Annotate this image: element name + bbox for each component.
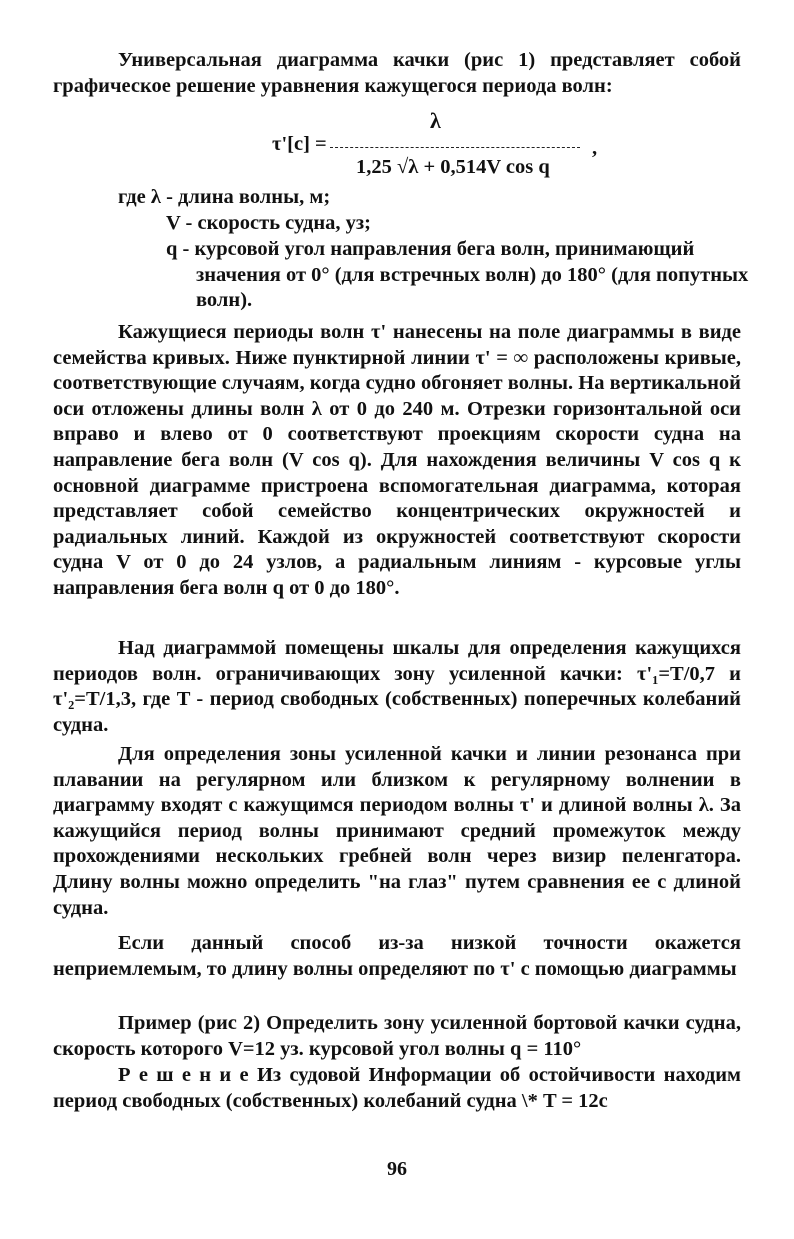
where-v: V - скорость судна, уз; [166,212,371,234]
paragraph-accuracy: Если данный способ из-за низкой точности окажется неприемлемым, то длину волны определяют по τ' с помощью диаграммы [53,932,741,980]
paragraph-solution: Р е ш е н и е Из судовой Информации об остойчивости находим период свободных (собственных) колебаний судна \* T = 12с [53,1064,741,1112]
paragraph-example: Пример (рис 2) Определить зону усиленной бортовой качки судна, скорость которого V=12 уз. курсовой угол волны q = 110° [53,1012,741,1060]
paragraph-curves: Кажущиеся периоды волн τ' нанесены на поле диаграммы в виде семейства кривых. Ниже пунктирной линии τ' = ∞ расположены кривые, соответствующие случаям, когда судно обгоняет волны. На вертикальной оси отложены длины волн λ от 0 до 240 м. Отрезки горизонтальной оси вправо и влево от 0 соответствуют проекциям скорости судна на направление бега волн (V cos q). Для нахождения величины V cos q к основной диаграмме пристроена вспомогательная диаграмма, которая представляет собой семейство концентрических окружностей и радиальных линий. Каждой из окружностей соответствуют скорости судна V от 0 до 24 узлов, а радиальным линиям - курсовые углы направления бега волн q от 0 до 180°. [53,321,741,599]
where-q: q - курсовой угол направления бега волн, принимающий значения от 0° (для встречных волн) до 180° (для попутных волн). [166,238,749,312]
formula-numerator: λ [430,108,441,133]
page-number: 96 [387,1158,407,1180]
formula-denominator: 1,25 √λ + 0,514V cos q [356,156,550,178]
where-lambda: где λ - длина волны, м; [118,186,331,208]
formula-lhs: τ'[c] = [272,133,327,155]
intro-paragraph: Универсальная диаграмма качки (рис 1) представляет собой графическое решение уравнения кажущегося периода волн: [53,49,741,97]
fraction-bar [330,147,580,148]
paragraph-resonance: Для определения зоны усиленной качки и линии резонанса при плавании на регулярном или близком к регулярному волнении в диаграмму входят с кажущимся периодом волны τ' и длиной волны λ. За кажущийся период волны принимают средний промежуток между прохождениями нескольких гребней волн через визир пеленгатора. Длину волны можно определить "на глаз" путем сравнения ее с длиной судна. [53,743,741,919]
paragraph-scales: Над диаграммой помещены шкалы для определения кажущихся периодов волн. ограничивающих зону усиленной качки: τ'₁=T/0,7 и τ'₂=T/1,3, где T - период свободных (собственных) поперечных колебаний судна. [53,637,741,736]
formula-comma: , [592,137,598,159]
